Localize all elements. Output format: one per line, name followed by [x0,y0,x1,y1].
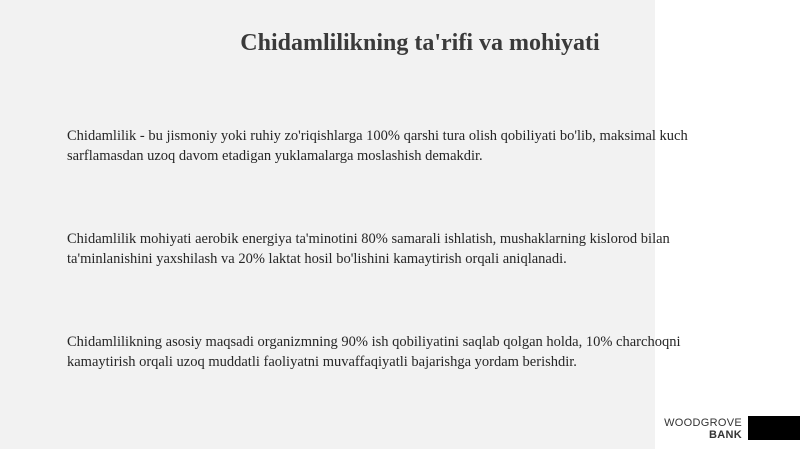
logo-line-woodgrove: WOODGROVE [664,417,742,429]
paragraph-essence: Chidamlilik mohiyati aerobik energiya ta'minotini 80% samarali ishlatish, mushaklarning kislorod bilan ta'minlanishini yaxshilash va 20% laktat hosil bo'lishini kamaytirish orqali aniqlanadi. [67,231,670,267]
logo-line-bank: BANK [709,429,742,441]
brand-block [748,416,800,440]
woodgrove-bank-logo [657,417,742,441]
paragraph-goal: Chidamlilikning asosiy maqsadi organizmning 90% ish qobiliyatini saqlab qolgan holda, 10% charchoqni kamaytirish orqali uzoq muddatli faoliyatni muvaffaqiyatli bajarishga yordam berishdir. [67,334,681,370]
slide-title: Chidamlilikning ta'rifi va mohiyati [240,30,600,56]
paragraph-definition: Chidamlilik - bu jismoniy yoki ruhiy zo'riqishlarga 100% qarshi tura olish qobiliyati bo'lib, maksimal kuch sarflamasdan uzoq davom etadigan yuklamalarga moslashish demakdir. [67,128,688,164]
